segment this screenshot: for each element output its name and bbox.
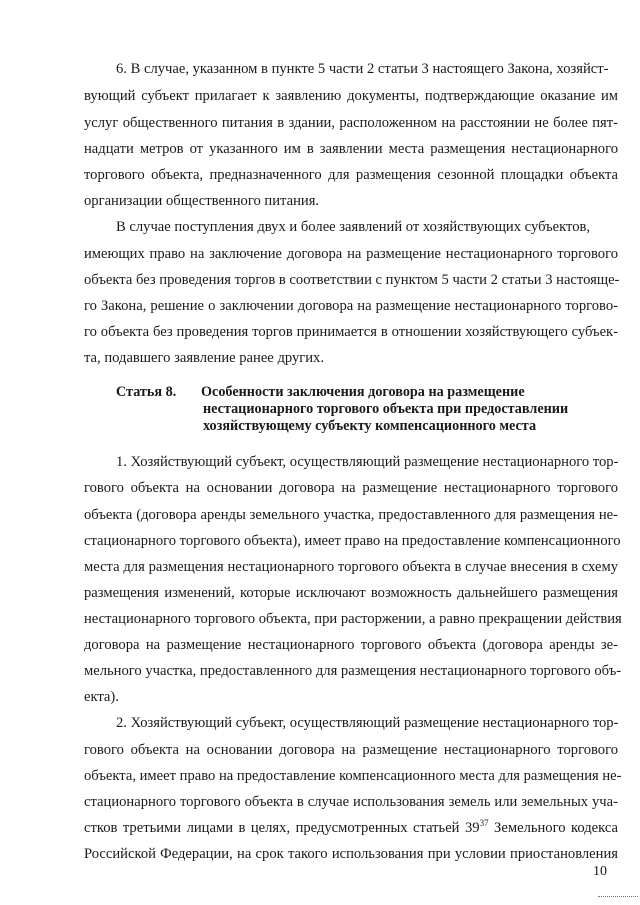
text-line: стационарного торгового объекта), имеет право на предоставление компенсационного [84,533,621,549]
text-line: организации общественного питания. [84,193,320,209]
text-line: гового объекта на основании договора на размещение нестационарного торгового [84,742,618,758]
text-line: торгового объекта, предназначенного для размещения сезонной площадки объекта [84,167,618,183]
text-line: размещения изменений, которые исключают возможность дальнейшего размещения [84,585,618,601]
text-line: 1. Хозяйствующий субъект, осуществляющий размещение нестационарного тор- [116,454,619,470]
text-line: та, подавшего заявление ранее других. [84,350,325,366]
text-line: гового объекта на основании договора на размещение нестационарного торгового [84,480,618,496]
text-line: го объекта без проведения торгов принимается в отношении хозяйствующего субъек- [84,324,618,340]
article-label: Статья 8. [116,384,177,400]
article-title-line: хозяйствующему субъекту компенсационного места [203,418,537,434]
text-line: стационарного торгового объекта в случае использования земель или земельных уча- [84,794,618,810]
text-line: объекта без проведения торгов в соответствии с пунктом 5 части 2 статьи 3 настояще- [84,272,620,288]
superscript-number: 37 [479,818,489,829]
page-number: 10 [593,864,607,879]
article-title-line: Особенности заключения договора на размещение [201,384,525,400]
text-line: договора на размещение нестационарного торгового объекта (договора аренды зе- [84,637,618,653]
text-line: го Закона, решение о заключении договора на размещение нестационарного торгово- [84,298,618,314]
text-line: имеющих право на заключение договора на размещение нестационарного торгового [84,246,618,262]
text-line: объекта (договора аренды земельного участка, предоставленного для размещения не- [84,507,618,523]
text-line: места для размещения нестационарного торгового объекта в случае внесения в схему [84,559,618,575]
text-line: 6. В случае, указанном в пункте 5 части 2 статьи 3 настоящего Закона, хозяйст- [116,61,609,77]
text-line: В случае поступления двух и более заявлений от хозяйствующих субъектов, [116,219,591,235]
text-line: услуг общественного питания в здании, расположенном на расстоянии не более пят- [84,115,618,131]
article-title-line: нестационарного торгового объекта при предоставлении [203,401,569,417]
text-segment: Земельного кодекса [488,820,618,836]
text-line: екта). [84,689,119,705]
text-line: Российской Федерации, на срок такого использования при условии приостановления [84,846,618,862]
text-line: мельного участка, предоставленного для размещения нестационарного торгового объ- [84,663,622,679]
text-segment: стков третьими лицами в целях, предусмотренных статьей 39 [84,820,480,836]
text-line-with-superscript [84,819,618,837]
text-line: нестационарного торгового объекта, при расторжении, а равно прекращении действия [84,611,622,627]
text-line: надцати метров от указанного им в заявлении места размещения нестационарного [84,141,618,157]
text-line: 2. Хозяйствующий субъект, осуществляющий размещение нестационарного тор- [116,715,619,731]
scan-artifact-dots [598,896,638,899]
text-line: объекта, имеет право на предоставление компенсационного места для размещения не- [84,768,622,784]
text-line: вующий субъект прилагает к заявлению документы, подтверждающие оказание им [84,88,618,104]
